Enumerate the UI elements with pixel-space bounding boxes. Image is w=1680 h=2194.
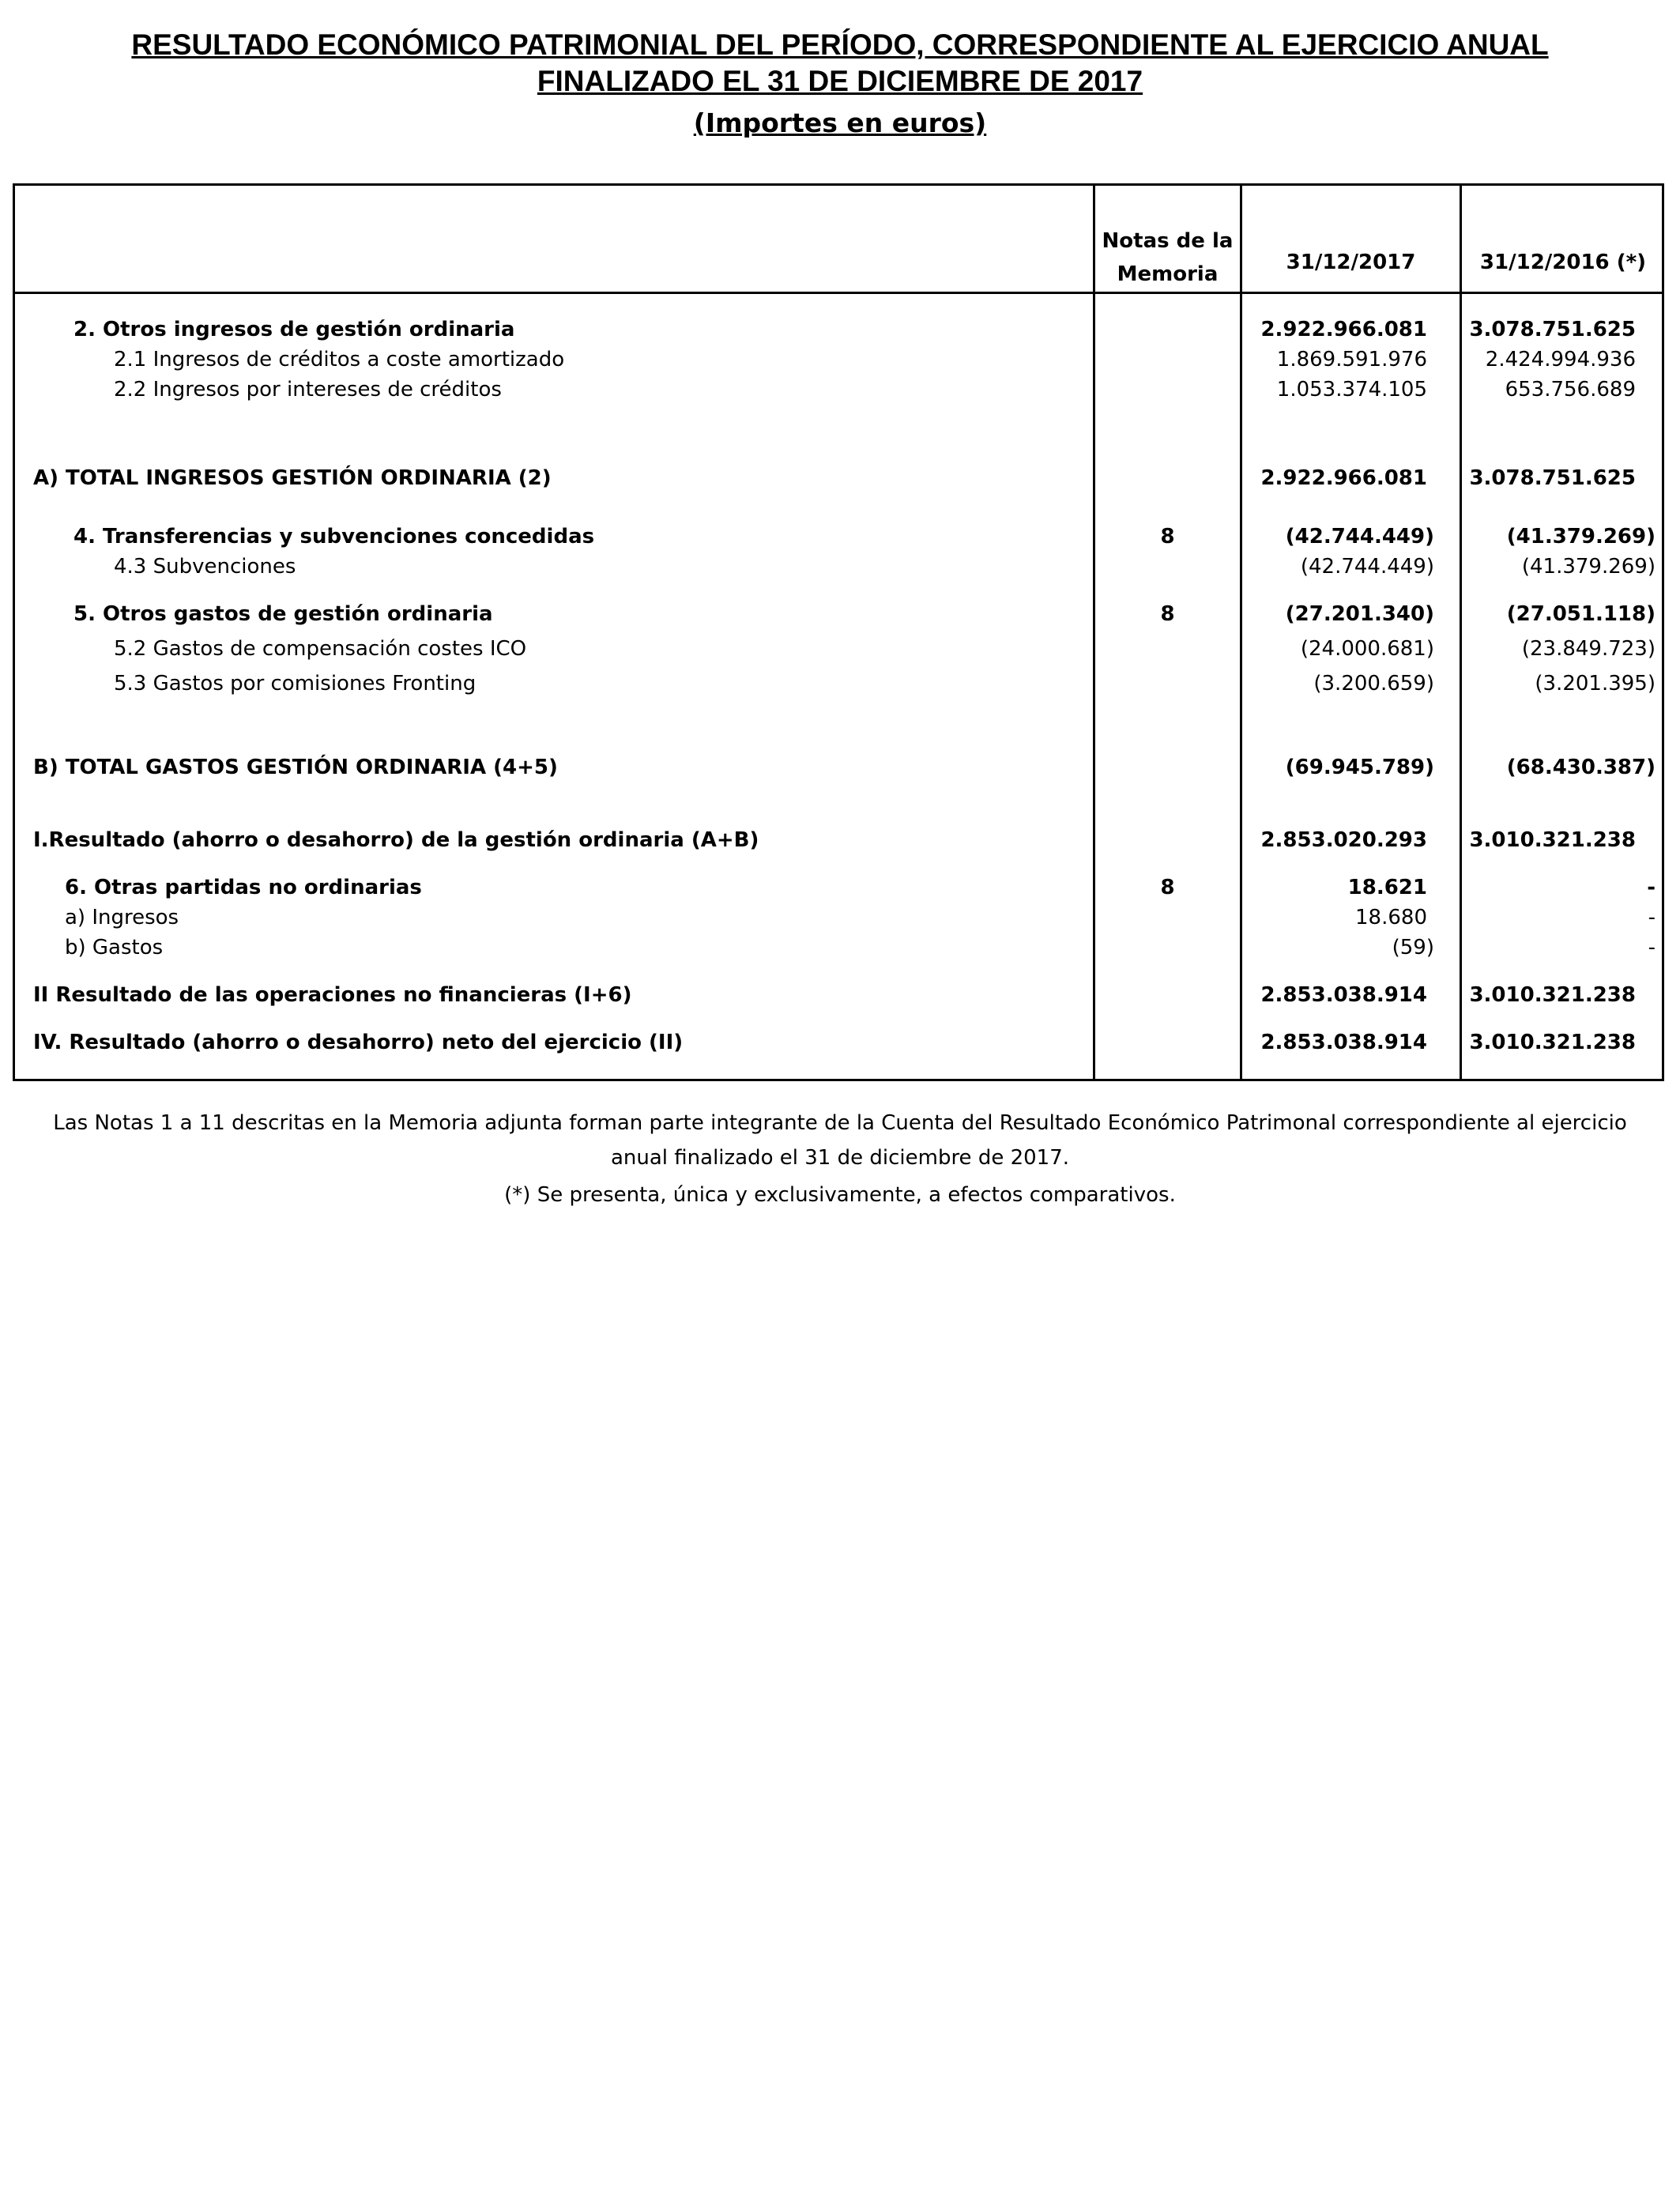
row-value-current: 2.853.038.914 — [1260, 1031, 1427, 1054]
row-value-previous: 653.756.689 — [1505, 378, 1636, 401]
row-label: 5.2 Gastos de compensación costes ICO — [114, 637, 527, 661]
row-value-previous: 3.010.321.238 — [1469, 828, 1636, 852]
subtitle: (Importes en euros) — [693, 107, 987, 138]
divider-notes — [1093, 183, 1095, 1081]
row-value-current: 1.053.374.105 — [1276, 378, 1427, 401]
row-value-current: (59) — [1392, 936, 1434, 959]
row-value-previous: (27.051.118) — [1506, 602, 1656, 626]
row-value-current: (42.744.449) — [1285, 525, 1434, 548]
row-value-previous: (41.379.269) — [1521, 555, 1656, 579]
footnote-line-1: Las Notas 1 a 11 descritas en la Memoria adjunta forman parte integrante de la Cuenta del Resultado Económico Patrimonal correspondiente al ejercicio — [53, 1111, 1627, 1135]
row-label: IV. Resultado (ahorro o desahorro) neto del ejercicio (II) — [33, 1031, 684, 1054]
row-label: 2.1 Ingresos de créditos a coste amortizado — [114, 348, 565, 371]
row-value-current: (27.201.340) — [1285, 602, 1434, 626]
row-note: 8 — [1160, 876, 1175, 899]
row-value-current: (3.200.659) — [1313, 672, 1434, 696]
row-label: B) TOTAL GASTOS GESTIÓN ORDINARIA (4+5) — [33, 756, 558, 779]
row-value-current: 2.922.966.081 — [1260, 466, 1427, 490]
row-value-previous: (23.849.723) — [1521, 637, 1656, 661]
row-label: 4.3 Subvenciones — [114, 555, 296, 579]
row-value-current: 18.621 — [1347, 876, 1427, 899]
row-value-current: 2.853.020.293 — [1260, 828, 1427, 852]
row-value-previous: 3.078.751.625 — [1469, 318, 1636, 341]
col-notes-line2: Memoria — [1117, 262, 1219, 286]
row-label: 5. Otros gastos de gestión ordinaria — [73, 602, 493, 626]
row-value-previous: 3.078.751.625 — [1469, 466, 1636, 490]
row-label: a) Ingresos — [65, 906, 179, 929]
row-value-previous: 3.010.321.238 — [1469, 983, 1636, 1007]
footnote-comparative: (*) Se presenta, única y exclusivamente, a efectos comparativos. — [504, 1183, 1176, 1207]
row-note: 8 — [1160, 602, 1175, 626]
row-value-current: 2.922.966.081 — [1260, 318, 1427, 341]
row-value-previous: - — [1647, 876, 1656, 899]
row-value-current: (24.000.681) — [1300, 637, 1434, 661]
row-value-current: (69.945.789) — [1285, 756, 1434, 779]
row-value-current: 2.853.038.914 — [1260, 983, 1427, 1007]
row-label: b) Gastos — [65, 936, 164, 959]
row-value-previous: - — [1648, 936, 1656, 959]
row-label: 2.2 Ingresos por intereses de créditos — [114, 378, 502, 401]
title-line-2: FINALIZADO EL 31 DE DICIEMBRE DE 2017 — [537, 65, 1143, 97]
row-value-current: 18.680 — [1355, 906, 1427, 929]
row-value-previous: - — [1648, 906, 1656, 929]
row-value-previous: (3.201.395) — [1535, 672, 1656, 696]
row-label: I.Resultado (ahorro o desahorro) de la gestión ordinaria (A+B) — [33, 828, 759, 852]
row-value-current: 1.869.591.976 — [1276, 348, 1427, 371]
col-notes-line1: Notas de la — [1102, 229, 1234, 253]
col-year-previous: 31/12/2016 (*) — [1479, 251, 1647, 274]
col-year-current: 31/12/2017 — [1286, 251, 1416, 274]
row-value-previous: (68.430.387) — [1506, 756, 1656, 779]
row-label: II Resultado de las operaciones no financieras (I+6) — [33, 983, 632, 1007]
row-value-previous: 2.424.994.936 — [1485, 348, 1636, 371]
row-label: 2. Otros ingresos de gestión ordinaria — [73, 318, 515, 341]
row-value-previous: (41.379.269) — [1506, 525, 1656, 548]
row-label: 4. Transferencias y subvenciones concedidas — [73, 525, 595, 548]
footnote-line-2: anual finalizado el 31 de diciembre de 2017. — [610, 1146, 1070, 1170]
row-label: 6. Otras partidas no ordinarias — [65, 876, 422, 899]
row-note: 8 — [1160, 525, 1175, 548]
row-label: 5.3 Gastos por comisiones Fronting — [114, 672, 477, 696]
row-label: A) TOTAL INGRESOS GESTIÓN ORDINARIA (2) — [33, 466, 552, 490]
title-line-1: RESULTADO ECONÓMICO PATRIMONIAL DEL PERÍODO, CORRESPONDIENTE AL EJERCICIO ANUAL — [131, 28, 1549, 61]
row-value-previous: 3.010.321.238 — [1469, 1031, 1636, 1054]
row-value-current: (42.744.449) — [1300, 555, 1434, 579]
header-divider — [13, 292, 1664, 294]
